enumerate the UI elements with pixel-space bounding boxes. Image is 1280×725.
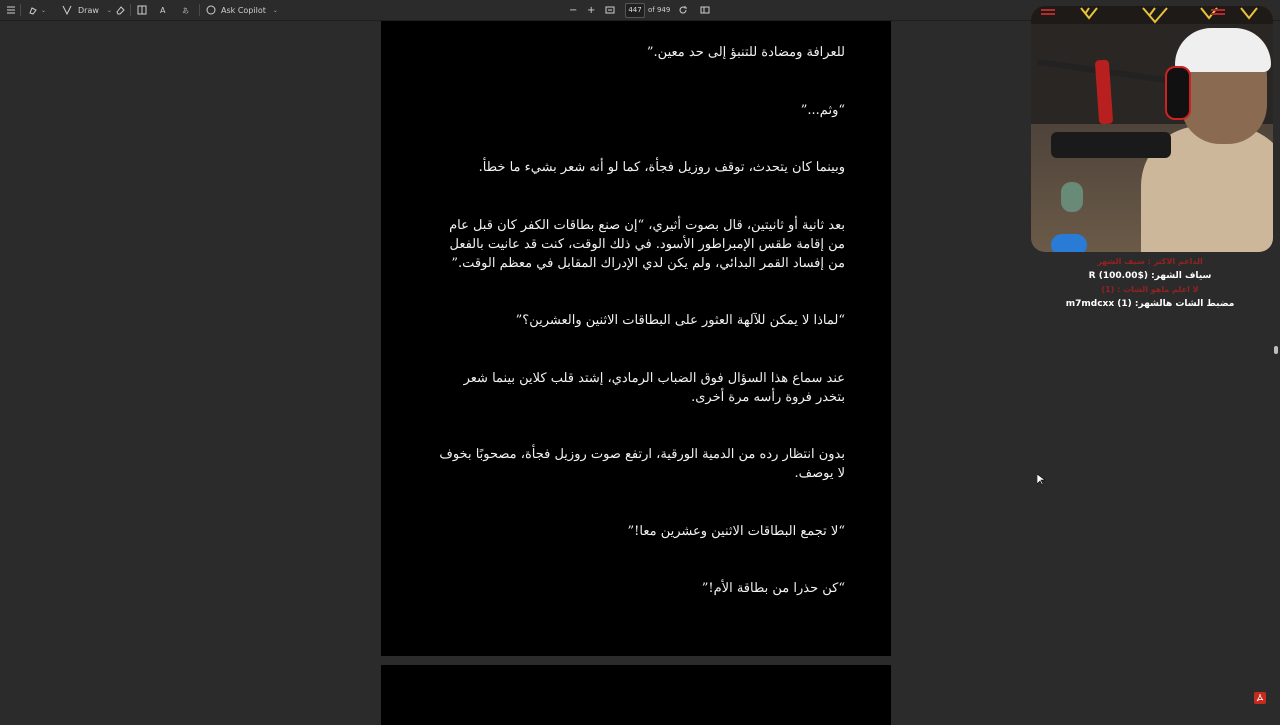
overlay-line: لا اعلم ماهو الشات : (1) <box>1101 285 1199 294</box>
headset <box>1165 66 1191 120</box>
draw-label: Draw <box>78 5 99 15</box>
zoom-out-button[interactable] <box>569 3 577 17</box>
stream-overlay-text <box>1040 255 1260 311</box>
pdf-page <box>381 21 891 656</box>
minus-icon: − <box>569 4 578 16</box>
text-aloud-icon <box>160 5 170 15</box>
highlighter-icon <box>28 5 38 15</box>
two-page-icon <box>700 5 710 15</box>
paragraph: “لا تجمع البطاقات الاثنين وعشرين معا!” <box>627 524 845 539</box>
mouse-cursor-icon <box>1037 474 1045 486</box>
zoom-in-button[interactable] <box>587 3 595 17</box>
highlight-button[interactable] <box>28 3 46 17</box>
paragraph: بدون انتظار رده من الدمية الورقية، ارتفع صوت روزيل فجأة، مصحوبًا بخوف لا يوصف. <box>439 447 845 481</box>
fit-page-button[interactable] <box>605 3 615 17</box>
paragraph: “كن حذرا من بطاقة الأم!” <box>701 581 845 596</box>
fit-width-icon <box>605 5 615 15</box>
read-aloud-button[interactable] <box>160 3 170 17</box>
svg-text:A: A <box>160 6 166 15</box>
scrollbar-thumb[interactable] <box>1274 346 1278 354</box>
chevron-down-icon: ⌄ <box>272 6 278 14</box>
streamer-cap <box>1175 28 1271 72</box>
ask-copilot-button[interactable] <box>206 3 278 17</box>
next-pdf-page <box>381 665 891 725</box>
paragraph: بعد ثانية أو ثانيتين، قال بصوت أثيري، “إن صنع بطاقات الكفر كان قبل عام من إقامة طقس الإمبراطور الأسود. في ذلك الوقت، كنت قد عانيت بالفعل من إفساد القمر البدائي، ولم يكن لدي الإدراك المقابل في معظم الوقت.” <box>449 218 845 271</box>
erase-button[interactable] <box>115 3 125 17</box>
svg-text:あ: あ <box>182 7 189 15</box>
banner-decoration-icon <box>1031 6 1273 24</box>
chevron-down-icon: ⌄ <box>106 6 112 14</box>
paragraph: للعرافة ومضادة للتنبؤ إلى حد معين.” <box>646 45 845 60</box>
copilot-icon <box>206 5 216 15</box>
overlay-line: سياف الشهر: ($100.00) R <box>1088 271 1212 281</box>
paragraph: “وثم...” <box>800 103 845 118</box>
paragraph: وبينما كان يتحدث، توقف روزيل فجأة، كما لو أنه شعر بشيء ما خطأ. <box>478 160 845 175</box>
overlay-line: الداعم الاكثر : سيف الشهر <box>1097 257 1203 266</box>
page-number-input[interactable]: 447 <box>625 3 645 18</box>
keychain-toy <box>1061 182 1083 212</box>
list-icon <box>6 5 16 15</box>
blue-toy <box>1051 234 1087 252</box>
ask-copilot-label: Ask Copilot <box>221 5 266 15</box>
mic-arm <box>1051 132 1171 158</box>
acrobat-icon[interactable] <box>1254 692 1266 704</box>
view-button[interactable] <box>137 3 147 17</box>
pen-icon <box>62 5 72 15</box>
translate-icon <box>182 5 192 15</box>
translate-button[interactable] <box>182 3 192 17</box>
webcam-overlay <box>1031 6 1273 252</box>
page-total: of 949 <box>648 6 671 14</box>
paragraph: عند سماع هذا السؤال فوق الضباب الرمادي، إشتد قلب كلاين بينما شعر بتخدر فروة رأسه مرة أخرى. <box>463 371 845 405</box>
eraser-icon <box>115 5 125 15</box>
rotate-button[interactable] <box>678 3 688 17</box>
two-page-button[interactable] <box>700 3 710 17</box>
rotate-icon <box>678 5 688 15</box>
paragraph: “لماذا لا يمكن للآلهة العثور على البطاقات الاثنين والعشرين؟” <box>515 313 845 328</box>
draw-button[interactable] <box>62 3 112 17</box>
chevron-down-icon: ⌄ <box>41 6 47 14</box>
plus-icon: + <box>587 4 596 16</box>
contents-button[interactable] <box>6 3 16 17</box>
page-view-icon <box>137 5 147 15</box>
overlay-line: مضبط الشات هالشهر: (1) m7mdcxx <box>1065 299 1235 309</box>
